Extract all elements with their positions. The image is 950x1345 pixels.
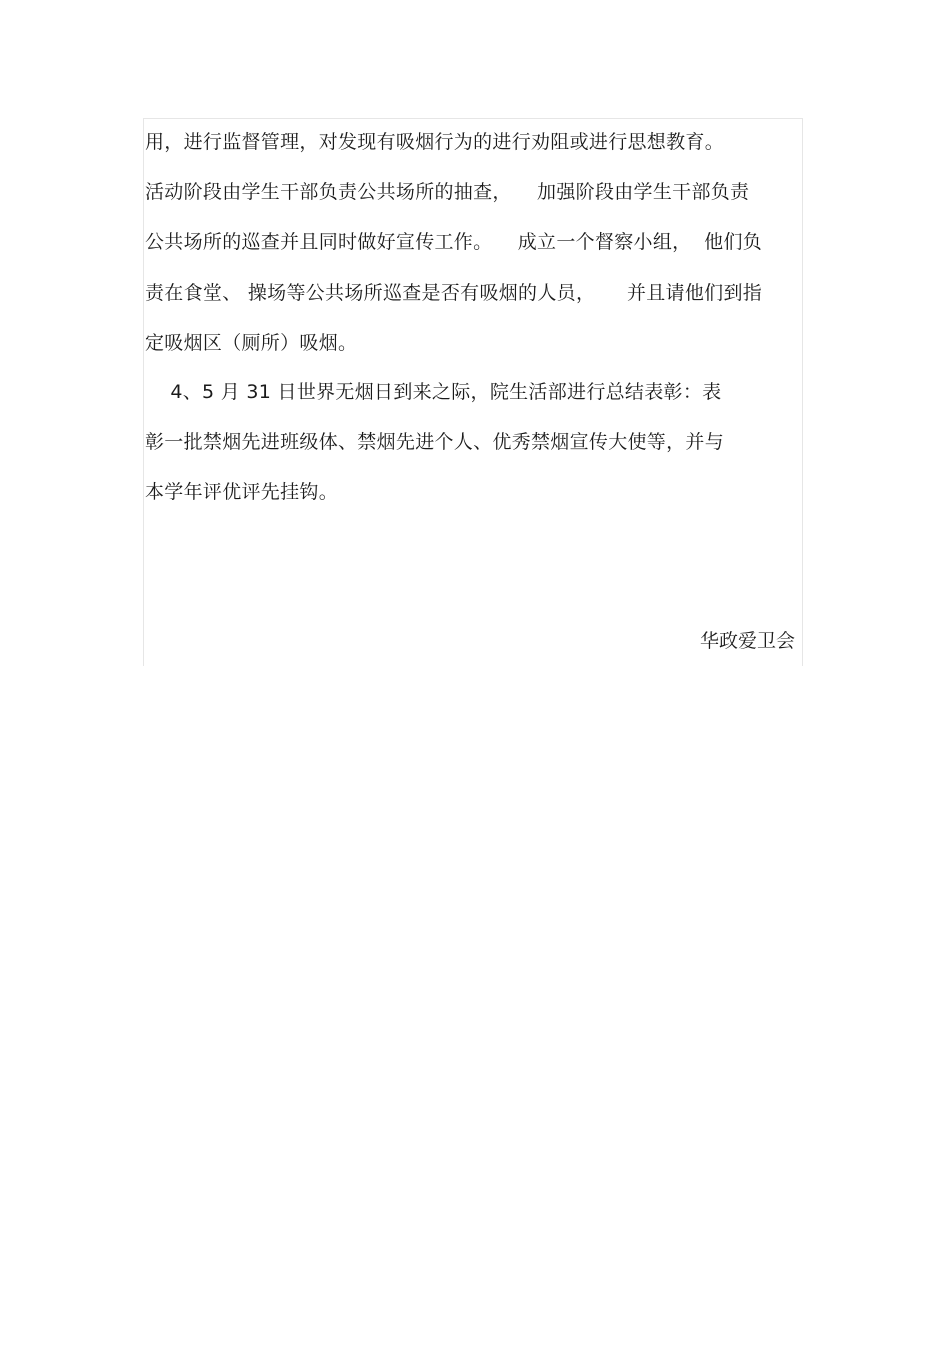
- paragraph-line-4: 责在食堂、 操场等公共场所巡查是否有吸烟的人员， 并且请他们到指: [145, 282, 763, 304]
- paragraph-line-3: 公共场所的巡查并且同时做好宣传工作。 成立一个督察小组， 他们负: [145, 231, 763, 253]
- paragraph-line-2: 活动阶段由学生干部负责公共场所的抽查， 加强阶段由学生干部负责: [145, 181, 750, 203]
- paragraph-line-5: 定吸烟区（厕所）吸烟。: [145, 332, 358, 354]
- paragraph-line-6: 4、5 月 31 日世界无烟日到来之际，院生活部进行总结表彰：表: [145, 381, 722, 403]
- paragraph-line-8: 本学年评优评先挂钩。: [145, 481, 339, 503]
- paragraph-line-7: 彰一批禁烟先进班级体、禁烟先进个人、优秀禁烟宣传大使等，并与: [145, 431, 725, 453]
- paragraph-line-1: 用，进行监督管理，对发现有吸烟行为的进行劝阻或进行思想教育。: [145, 131, 725, 153]
- signature-org-name: 华政爱卫会: [699, 630, 795, 652]
